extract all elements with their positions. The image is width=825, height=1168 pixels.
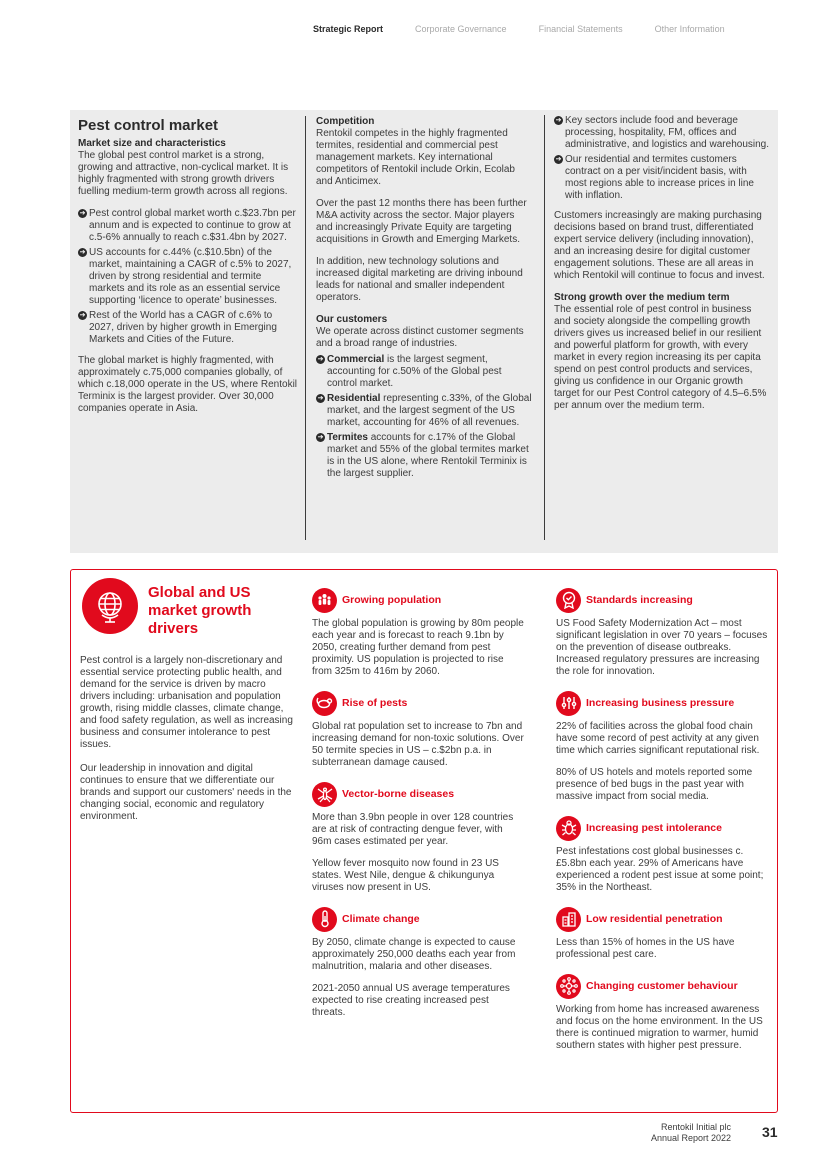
- list-item: ➔ US accounts for c.44% (c.$10.5bn) of the market, maintaining a CAGR of c.5% to 2027, driven by strong residential and termite markets and its role as an essential service supporting ‘licence to operate’ businesses.: [79, 247, 292, 306]
- driver-low-residential-penetration: Low residential penetration Less than 15% of homes in the US have professional pest care.: [556, 906, 770, 961]
- page-number: 31: [762, 1124, 778, 1140]
- market-fragmented-text: The global market is highly fragmented, with approximately c.75,000 companies globally, of which c.18,000 operate in the US, where Rentokil Terminix is the largest provider. Over 30,000 companies operate in Asia.: [78, 355, 298, 414]
- list-item: ➔ Termites accounts for c.17% of the Global market and 55% of the global termites market is in the US alone, where Rentokil Terminix is the largest supplier.: [317, 432, 529, 479]
- market-column-2: [305, 116, 532, 540]
- drivers-column-2: [312, 587, 524, 1031]
- market-title: Pest control market: [78, 117, 219, 134]
- driver-standards-increasing: Standards increasing US Food Safety Modernization Act – most significant legislation in over 70 years – focuses on the prevention of disease outbreaks. Increased regulatory pressures are increasing the role for innovation.: [556, 587, 770, 678]
- competition-text: Rentokil competes in the highly fragmented termites, residential and commercial pest management markets. Key international competitors of Rentokil include Orkin, Ecolab and Anticimex.: [316, 128, 515, 187]
- driver-changing-customer-behaviour: Changing customer behaviour Working from home has increased awareness and focus on the home environment. In the US there is continued migration to warmer, humid southern states with higher pest pressure.: [556, 973, 770, 1052]
- driver-vector-borne-diseases: Vector-borne diseases More than 3.9bn people in over 128 countries are at risk of contracting dengue fever, with 96m cases estimated per year. Yellow fever mosquito now found in 23 US states. West Nile, dengue & chikungunya viruses now present in US.: [312, 781, 524, 894]
- driver-growing-population: Growing population The global population is growing by 80m people each year and is forecast to reach 9.1bn by 2050, creating further demand from pest proximity. US population is projected to rise from 325m to 416m by 2060.: [312, 587, 524, 678]
- customers-text: We operate across distinct customer segments and a broad range of industries.: [316, 326, 524, 349]
- footer-report: Annual Report 2022: [650, 1133, 731, 1143]
- customers-heading: Our customers: [316, 314, 388, 325]
- market-column-3: [544, 115, 770, 540]
- driver-climate-change: Climate change By 2050, climate change is expected to cause approximately 250,000 deaths each year from malnutrition, malaria and other diseases. 2021-2050 annual US average temperatures expected to rise creating increased pest threats.: [312, 906, 524, 1019]
- top-navigation: [313, 24, 757, 34]
- drivers-column-3: [556, 587, 770, 1064]
- intro-paragraph-1: Pest control is a largely non-discretionary and essential service protecting public health, and demand for the service is driven by macro drivers including: urbanisation and population growth, rising middle classes, climate change, and food safety regulation, as well as increasing business and consumer intolerance to pest issues.: [80, 655, 293, 750]
- arrow-right-icon: ➔: [79, 312, 86, 319]
- list-item: ➔ Rest of the World has a CAGR of c.6% to 2027, driven by higher growth in Emerging Markets and Cities of the Future.: [79, 310, 277, 345]
- globe-icon: [82, 578, 138, 634]
- people-icon: [312, 588, 337, 613]
- market-column-1: [78, 116, 298, 425]
- arrow-right-icon: ➔: [555, 117, 562, 124]
- network-icon: [556, 974, 581, 999]
- footer-company: Rentokil Initial plc: [660, 1122, 731, 1132]
- list-item: ➔ Residential representing c.33%, of the Global market, and the largest segment of the US market, accounting for 46% of all revenues.: [317, 393, 532, 428]
- intro-paragraph-2: Our leadership in innovation and digital continues to ensure that we differentiate our brands and support our customers' needs in the changing social, economic and regulatory environment.: [80, 763, 292, 822]
- arrow-right-icon: ➔: [317, 434, 324, 441]
- sector-bullets: [554, 115, 770, 202]
- arrow-right-icon: ➔: [317, 356, 324, 363]
- bug-icon: [556, 816, 581, 841]
- growth-drivers-intro: [80, 655, 296, 835]
- list-item: ➔ Commercial is the largest segment, accounting for c.50% of the Global pest control market.: [317, 354, 502, 389]
- arrow-right-icon: ➔: [79, 249, 86, 256]
- buildings-icon: [556, 907, 581, 932]
- market-size-intro: The global pest control market is a strong, growing and attractive, non-cyclical market. It is highly fragmented with strong growth drivers fuelling medium-term growth across all regions.: [78, 150, 289, 197]
- driver-business-pressure: Increasing business pressure 22% of facilities across the global food chain have some record of pest activity at any given time which carries significant reputational risk. 80% of US hotels and motels reported some presence of bed bugs in the past year with massive impact from social media.: [556, 690, 770, 803]
- list-item: ➔ Key sectors include food and beverage processing, hospitality, FM, offices and administrative, and logistics and warehousing.: [555, 115, 769, 150]
- arrow-right-icon: ➔: [79, 210, 86, 217]
- nav-strategic-report[interactable]: Strategic Report: [313, 24, 384, 34]
- competition-heading: Competition: [316, 116, 375, 127]
- list-item: ➔ Pest control global market worth c.$23.7bn per annum and is expected to continue to grow at c.5-6% annually to reach c.$31.4bn by 2027.: [79, 208, 296, 243]
- medium-term-growth-heading: Strong growth over the medium term: [554, 292, 730, 303]
- market-size-heading: Market size and characteristics: [78, 138, 226, 149]
- nav-corporate-governance[interactable]: Corporate Governance: [415, 24, 507, 34]
- list-item: ➔ Our residential and termites customers contract on a per visit/incident basis, with most regions able to increase prices in line with inflation.: [555, 154, 754, 201]
- market-size-bullets: [78, 208, 298, 346]
- arrow-right-icon: ➔: [317, 395, 324, 402]
- technology-text: In addition, new technology solutions and increased digital marketing are driving inbound leads for national and smaller independent operators.: [316, 256, 523, 303]
- driver-pest-intolerance: Increasing pest intolerance Pest infestations cost global businesses c.£5.8bn each year. 29% of Americans have experienced a rodent pest issue at some point; 35% in the Northeast.: [556, 815, 770, 894]
- medium-term-growth-text: The essential role of pest control in business and society alongside the compelling growth drivers gives us increased belief in our resilient and powerful platform for growth, with every market in every region increasing its per capita spend on pest control products and services, giving us confidence in our Organic growth target for our Pest Control category of 4.5–6.5% per annum over the medium term.: [554, 304, 767, 411]
- badge-icon: [556, 588, 581, 613]
- gauge-icon: [556, 691, 581, 716]
- nav-other-information[interactable]: Other Information: [654, 24, 725, 34]
- pest-control-market-panel: [70, 110, 778, 553]
- footer-report-info: [651, 1122, 731, 1144]
- thermometer-icon: [312, 907, 337, 932]
- purchasing-decisions-text: Customers increasingly are making purchasing decisions based on brand trust, differentiated expert service delivery (including innovation), and an increasing desire for digital customer engagement solutions. These are all areas in which Rentokil will continue to focus and invest.: [554, 210, 765, 281]
- arrow-right-icon: ➔: [555, 156, 562, 163]
- growth-drivers-box: [70, 569, 778, 1113]
- nav-financial-statements[interactable]: Financial Statements: [538, 24, 623, 34]
- rat-icon: [312, 691, 337, 716]
- driver-rise-of-pests: Rise of pests Global rat population set to increase to 7bn and increasing demand for non-toxic solutions. Over 50 termite species in US – c.$2bn p.a. in subterranean damage caused.: [312, 690, 524, 769]
- growth-drivers-title: Global and US market growth drivers: [148, 584, 252, 637]
- customer-segments-bullets: [316, 354, 532, 480]
- mosquito-icon: [312, 782, 337, 807]
- ma-activity-text: Over the past 12 months there has been further M&A activity across the sector. Major players and increasingly Private Equity are targeting acquisitions in Growth and Emerging Markets.: [316, 198, 527, 245]
